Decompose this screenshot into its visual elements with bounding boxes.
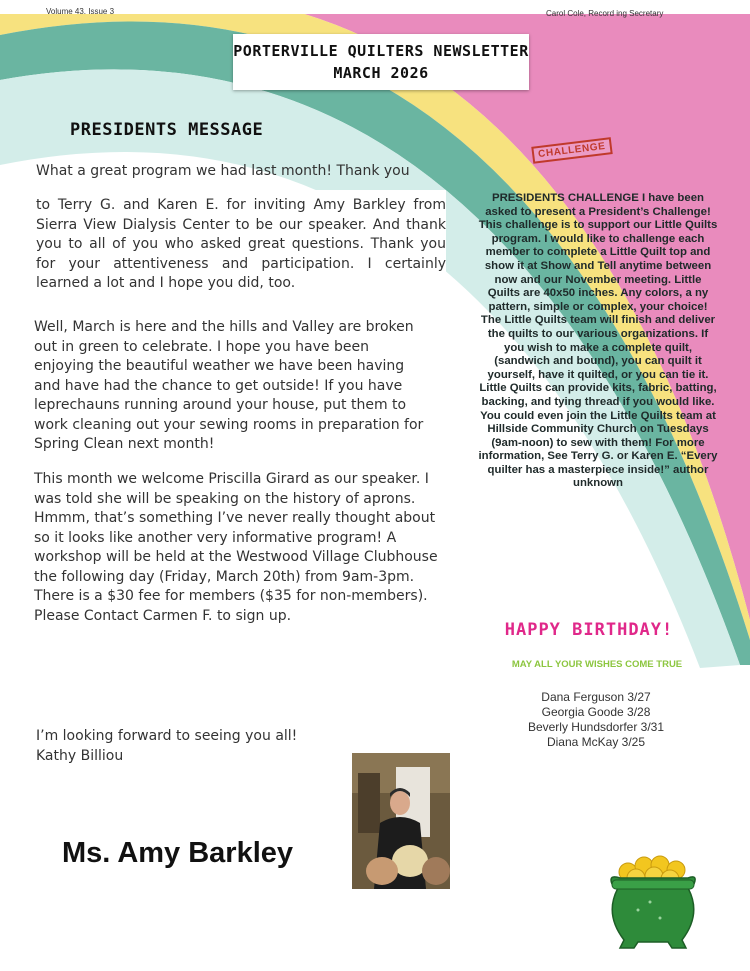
speaker-caption: Ms. Amy Barkley (62, 837, 294, 869)
closing-line: I’m looking forward to seeing you all! (36, 728, 298, 744)
message-paragraph-3: This month we welcome Priscilla Girard as our speaker. I was told she will be speaking on the history of aprons. Hmmm, that’s something I’ve never really thought about so it looks like another very informative program! A workshop will be held at the Westwood Village Clubhouse the following day (Friday, March 20th) from 9am-3pm. There is a $30 fee for members ($35 for non-members). Please Contact Carmen F. to sign up. (28, 466, 443, 694)
newsletter-date: MARCH 2026 (333, 64, 429, 82)
pot-of-gold-icon (598, 852, 708, 952)
birthday-wishes: MAY ALL YOUR WISHES COME TRUE (511, 659, 683, 670)
signature: Kathy Billiou (36, 748, 124, 764)
message-paragraph-1: to Terry G. and Karen E. for inviting Amy Barkley from Sierra View Dialysis Center to be our speaker. And thank you to all of you who asked great questions. Thank you for your attentiveness and participation. I certainly learned a lot and I hope you did, too. (28, 190, 446, 300)
volume-issue: Volume 43. Issue 3 (46, 7, 115, 16)
speaker-photo (352, 753, 450, 889)
message-closing (36, 726, 297, 766)
birthday-entry: Diana McKay 3/25 (546, 735, 646, 749)
challenge-stamp: CHALLENGE (531, 137, 612, 164)
presidents-challenge-text: PRESIDENTS CHALLENGE I have been asked to present a President’s Challenge! This challenge is to support our Little Quilts program. I would like to challenge each member to complete a Little Quilt top and show it at Show and Tell anytime between now and our November meeting. Little Quilts are 40x50 inches. Any colors, a ny pattern, simple or complex, your choice! The Little Quilts team will finish and deliver the quilts to our various organizations. If you wish to make a complete quilt, (sandwich and bound), you can quilt it yourself, have it quilted, or you can tie it. Little Quilts can provide kits, fabric, batting, backing, and tying thread if you would like. You could even join the Little Quilts team at Hillside Community Church on Tuesdays (9am-noon) to sew with them! For more information, See Terry G. or Karen E. “Every quilter has a masterpiece inside!” author unknown (478, 192, 718, 490)
newsletter-title-box (233, 34, 529, 90)
birthday-entry: Georgia Goode 3/28 (541, 705, 651, 719)
birthday-list (486, 690, 706, 750)
birthday-entry: Beverly Hundsdorfer 3/31 (527, 720, 665, 734)
message-paragraph-2: Well, March is here and the hills and Valley are broken out in green to celebrate. I hope you have been enjoying the beautiful weather we have been having and have had the chance to get outside! If you have leprechauns running around your house, put them to work cleaning out your sewing rooms in preparation for Spring Clean next month! (28, 314, 433, 462)
presidents-message-heading: PRESIDENTS MESSAGE (70, 120, 264, 140)
message-first-line: What a great program we had last month! Thank you (36, 163, 410, 179)
newsletter-title: PORTERVILLE QUILTERS NEWSLETTER (233, 42, 529, 60)
birthday-entry: Dana Ferguson 3/27 (541, 690, 651, 704)
recording-secretary: Carol Cole, Record ing Secretary (546, 9, 664, 18)
happy-birthday-heading: HAPPY BIRTHDAY! (504, 620, 674, 640)
